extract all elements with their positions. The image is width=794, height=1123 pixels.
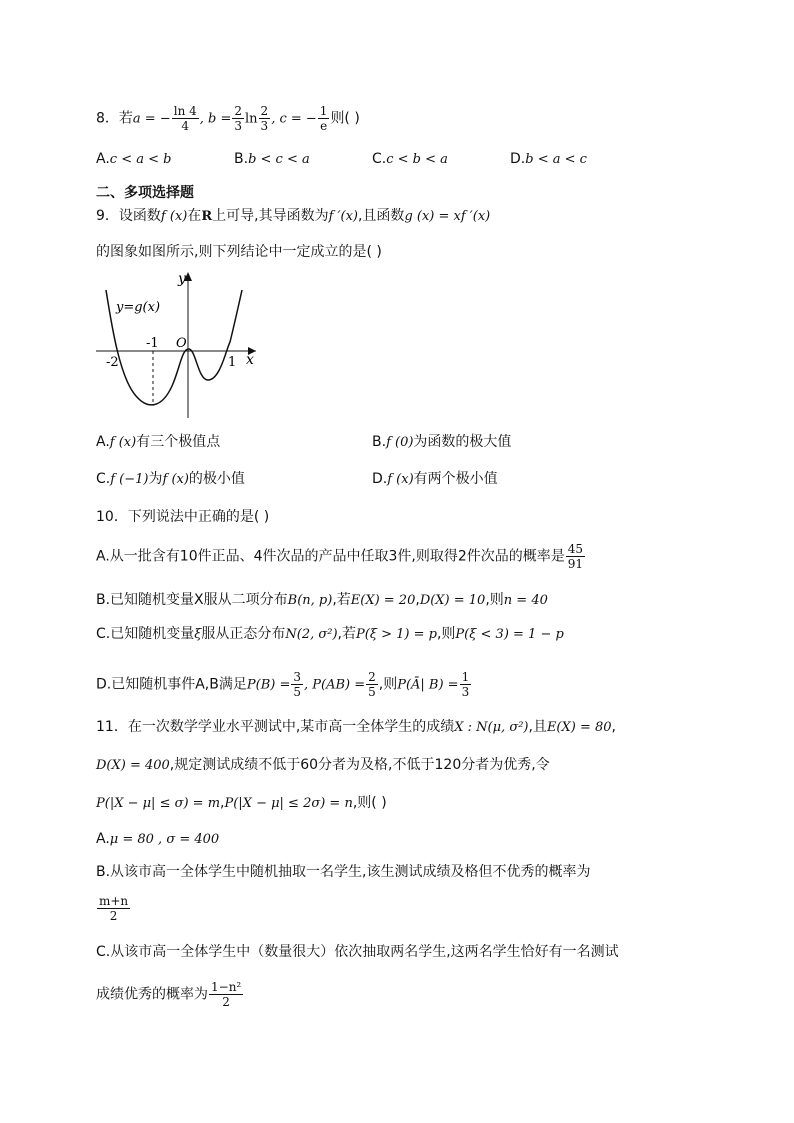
q11-c-fraction	[209, 980, 243, 1009]
q9-text: 在	[187, 208, 202, 224]
q9-graph	[96, 268, 266, 428]
q10-d-fraction2	[366, 670, 378, 699]
section-title: 二、多项选择题	[96, 185, 194, 201]
q11-stem-line2	[96, 755, 550, 776]
q11-text: ,且	[528, 719, 547, 735]
y-label: y	[178, 271, 186, 287]
frac-den: 2	[109, 909, 118, 923]
option-text: 有三个极值点	[136, 434, 221, 450]
option-text: C.从该市高一全体学生中（数量很大）依次抽取两名学生,这两名学生恰好有一名测试	[96, 944, 619, 960]
q9-text: 上可导,其导函数为	[212, 208, 329, 224]
q8-a-den: 4	[181, 119, 190, 133]
option-expr: f (x)	[109, 435, 137, 450]
frac-num: 1	[461, 670, 470, 684]
option-expr: μ = 80 , σ = 400	[109, 832, 220, 847]
option-text: 有两个极小值	[413, 471, 498, 487]
option-expr: f (x)	[162, 472, 189, 487]
option-text: 成绩优秀的概率为	[96, 986, 208, 1003]
option-text: ,则	[378, 676, 398, 693]
q9-g: g (x) = xf ′(x)	[404, 209, 491, 224]
q10-stem: 10．下列说法中正确的是( )	[96, 509, 270, 525]
q11-b-fraction	[97, 894, 130, 923]
q11-expr: D(X) = 400	[96, 758, 170, 773]
option-text: ,则	[485, 592, 504, 608]
frac-den: 2	[222, 995, 230, 1009]
q9-stem-line2: 的图象如图所示,则下列结论中一定成立的是( )	[96, 244, 382, 260]
q10-d-fraction1	[291, 670, 303, 699]
option-expr: P(B) =	[246, 677, 291, 693]
tick-1: 1	[228, 355, 237, 370]
frac-num: 1−n²	[211, 980, 242, 994]
q11-expr: E(X) = 80	[546, 720, 612, 735]
q8-option-b[interactable]	[234, 149, 310, 170]
q8-b-num2: 2	[260, 104, 269, 118]
q9-option-c[interactable]	[96, 469, 245, 490]
tick-neg1: -1	[146, 336, 159, 351]
option-expr: P(Ā| B) =	[397, 677, 459, 693]
q9-fprime: f ′(x)	[328, 209, 358, 224]
q11-text: ,则( )	[352, 795, 387, 811]
option-label: C.	[372, 151, 387, 167]
q10-d-fraction3	[460, 670, 472, 699]
option-expr: N(2, σ²)	[285, 627, 338, 642]
option-text: ,若	[337, 626, 356, 642]
q8-stem-suffix: 则( )	[330, 110, 360, 127]
q9-stem-line1	[96, 206, 490, 227]
q8-c-den: e	[320, 119, 328, 133]
option-label: D.	[372, 471, 388, 487]
option-expr: n = 40	[503, 593, 548, 608]
option-expr: c < a < b	[109, 152, 172, 167]
option-label: C.	[96, 471, 111, 487]
option-expr: E(X) = 20	[350, 593, 416, 608]
q11-option-b[interactable]	[96, 862, 591, 882]
option-expr: b < c < a	[248, 152, 310, 167]
option-label: D.	[510, 151, 526, 167]
q10-option-c[interactable]	[96, 624, 564, 645]
option-label: B.	[234, 151, 249, 167]
q8-c-fraction	[318, 104, 330, 133]
option-text: 为	[148, 471, 163, 487]
option-text: C.已知随机变量	[96, 626, 195, 642]
q11-stem-line3	[96, 793, 387, 814]
q9-text: ,且函数	[357, 208, 405, 224]
q11-expr: P(|X − μ| ≤ 2σ) = n	[224, 796, 353, 811]
q9-option-b[interactable]	[372, 432, 511, 453]
option-expr: c < b < a	[386, 152, 448, 167]
frac-den: 5	[368, 685, 376, 699]
origin-label: O	[176, 336, 187, 351]
option-expr: ξ	[194, 627, 202, 642]
q8-b-den: 3	[234, 119, 243, 133]
frac-den: 91	[567, 557, 584, 571]
option-expr: P(ξ > 1) = p	[356, 627, 437, 642]
q8-c-num: 1	[319, 104, 328, 118]
q11-text: ,	[220, 795, 225, 811]
option-expr: , P(AB) =	[303, 677, 366, 693]
option-expr: f (x)	[387, 472, 414, 487]
q8-a-expr: a = −	[132, 111, 171, 127]
option-expr: b < a < c	[525, 152, 587, 167]
q11-option-c[interactable]	[96, 942, 619, 962]
option-text: ,若	[332, 592, 351, 608]
option-text: ,	[415, 592, 420, 608]
frac-num: m+n	[99, 894, 129, 908]
q8-a-fraction	[172, 104, 199, 133]
frac-den: 5	[293, 685, 301, 699]
frac-num: 3	[293, 670, 301, 684]
q8-b-fraction	[232, 104, 244, 133]
q11-expr: P(|X − μ| ≤ σ) = m	[96, 796, 221, 811]
option-text: ,则	[436, 626, 456, 642]
tick-neg2: -2	[106, 355, 119, 370]
q10-option-a[interactable]	[96, 542, 586, 571]
x-label: x	[246, 352, 254, 368]
frac-num: 2	[368, 670, 376, 684]
option-expr: f (−1)	[110, 472, 149, 487]
option-expr: f (0)	[386, 435, 414, 450]
q8-option-a[interactable]	[96, 149, 171, 170]
q11-b-fraction-wrap	[96, 894, 131, 923]
option-text: 为函数的极大值	[413, 434, 512, 450]
option-label: B.	[372, 434, 387, 450]
option-expr: B(n, p)	[287, 593, 333, 608]
q8-stem-prefix: 8．若	[96, 110, 133, 127]
q11-text: ,规定测试成绩不低于60分者为及格,不低于120分者为优秀,令	[169, 757, 550, 773]
q8-b-num: 2	[234, 104, 243, 118]
option-text: D.已知随机事件A,B满足	[96, 676, 247, 693]
option-expr: D(X) = 10	[419, 593, 486, 608]
q8-stem	[96, 104, 360, 133]
q9-text: 9．设函数	[96, 208, 161, 224]
q11-text: 11．在一次数学学业水平测试中,某市高一全体学生的成绩	[96, 719, 455, 735]
q8-option-d[interactable]	[510, 149, 587, 170]
frac-num: 45	[567, 542, 584, 556]
q8-option-c[interactable]	[372, 149, 448, 170]
option-expr: P(ξ < 3) = 1 − p	[455, 627, 564, 642]
q11-option-a[interactable]	[96, 829, 219, 850]
q10-option-d[interactable]	[96, 670, 472, 699]
q8-b-expr: , b =	[199, 111, 232, 127]
q8-b-ln: ln	[245, 111, 258, 127]
option-text: A.从一批含有10件正品、4件次品的产品中任取3件,则取得2件次品的概率是	[96, 548, 565, 565]
q9-f: f (x)	[160, 209, 188, 224]
option-label: A.	[96, 434, 110, 450]
q8-c-expr: , c = −	[271, 111, 317, 127]
q10-option-b[interactable]	[96, 590, 548, 611]
q8-b-fraction2	[259, 104, 271, 133]
q11-expr: X : N(μ, σ²)	[454, 720, 529, 735]
option-text: 服从正态分布	[201, 626, 286, 642]
q11-option-c-line2	[96, 980, 244, 1009]
q10-a-fraction	[566, 542, 585, 571]
q9-R: R	[201, 209, 213, 224]
q8-a-num: ln 4	[173, 104, 197, 118]
curve-label: y=g(x)	[116, 300, 161, 315]
q8-b-den2: 3	[260, 119, 269, 133]
q9-option-d[interactable]	[372, 469, 498, 490]
q11-stem-line1	[96, 717, 616, 738]
option-text: B.从该市高一全体学生中随机抽取一名学生,该生测试成绩及格但不优秀的概率为	[96, 864, 591, 880]
q9-option-a[interactable]	[96, 432, 220, 453]
option-text: B.已知随机变量X服从二项分布	[96, 592, 288, 608]
q11-text: ,	[611, 719, 616, 735]
option-text: 的极小值	[188, 471, 245, 487]
option-label: A.	[96, 831, 110, 847]
option-label: A.	[96, 151, 110, 167]
frac-den: 3	[461, 685, 470, 699]
